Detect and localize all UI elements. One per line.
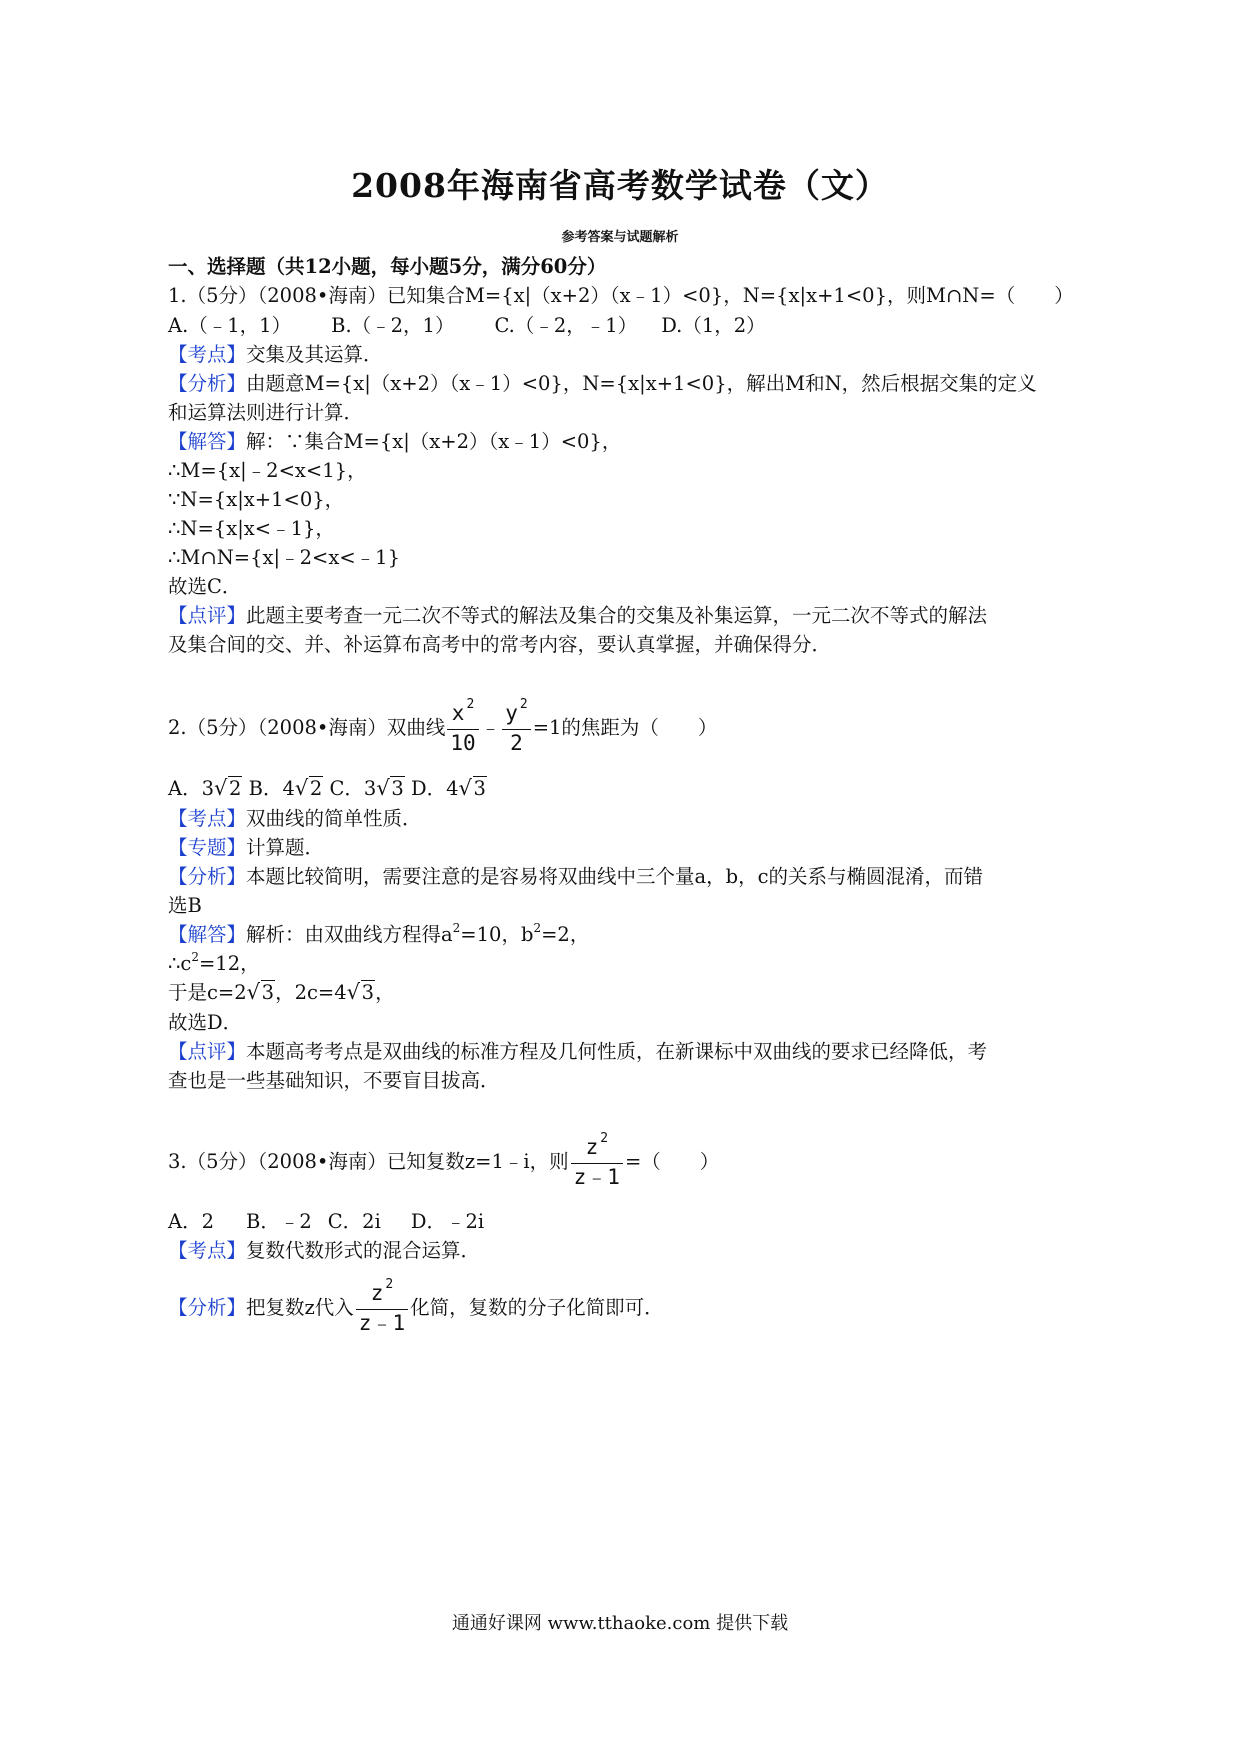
q2-jieda-sup1: 2 <box>452 921 461 935</box>
q2-stem-tail: =1的焦距为（ ） <box>532 716 718 739</box>
q2-fenxi-line2: 选B <box>168 894 202 917</box>
q1-stem: 1.（5分）（2008•海南）已知集合M={x|（x+2）（x﹣1）<0}，N={x|x+1<0}，则M∩N=（ ） <box>168 284 1074 307</box>
q2-step1-sup: 2 <box>191 950 199 964</box>
q2-fraction-x <box>447 697 478 756</box>
q2-fenxi-text: 本题比较简明，需要注意的是容易将双曲线中三个量a，b，c的关系与椭圆混淆，而错 <box>246 865 984 888</box>
q3-frac-num: z <box>585 1135 599 1159</box>
q1-fenxi <box>168 369 1088 399</box>
q2-frac2-den: 2 <box>510 731 523 755</box>
q2-options <box>168 774 1088 804</box>
q1-option-c: C.（﹣2，﹣1） <box>494 314 638 337</box>
q3-fenxi-frac-exp: 2 <box>385 1277 394 1292</box>
q2-kaodian <box>168 804 1088 834</box>
q2-option-b: B．4 <box>248 777 295 800</box>
q2-minus: ﹣ <box>480 716 501 739</box>
q3-options <box>168 1207 1088 1237</box>
q2-option-a-radicand: 2 <box>229 777 242 800</box>
q2-jieda-b: =10，b <box>460 923 534 946</box>
q2-zhuanti-text: 计算题． <box>246 836 325 859</box>
q2-frac1-num: x <box>451 701 465 725</box>
zhuanti-tag: 【专题】 <box>168 836 247 859</box>
q3-kaodian <box>168 1236 1088 1266</box>
q2-option-c: C．3 <box>329 777 377 800</box>
q3-fenxi-frac-den: z﹣1 <box>358 1311 406 1335</box>
q2-option-c-sqrt <box>376 774 404 804</box>
q1-options <box>168 311 1088 341</box>
q1-kaodian-text: 交集及其运算． <box>246 343 383 366</box>
q2-option-b-sqrt <box>295 774 323 804</box>
q3-frac-exp: 2 <box>600 1131 609 1146</box>
q2-frac2-num: y <box>505 701 518 725</box>
q2-zhuanti <box>168 833 1088 863</box>
q3-fraction <box>571 1131 623 1190</box>
q3-option-c: C．2i <box>327 1210 381 1233</box>
q2-fenxi <box>168 862 1088 892</box>
q3-stem <box>168 1132 1088 1192</box>
q1-jieda-text: 解：∵集合M={x|（x+2）（x﹣1）<0}， <box>246 430 622 453</box>
q1-fenxi-line2: 和运算法则进行计算． <box>168 401 364 424</box>
q3-option-b: B．﹣2 <box>246 1210 312 1233</box>
q2-option-d-sqrt <box>459 774 487 804</box>
q2-step1-b: =12， <box>198 952 260 975</box>
q2-step1-a: ∴c <box>168 952 192 975</box>
q2-step2-radicand1: 3 <box>261 981 275 1004</box>
page-subtitle: 参考答案与试题解析 <box>561 230 679 245</box>
q3-stem-text: 3.（5分）（2008•海南）已知复数z=1﹣i，则 <box>168 1150 569 1173</box>
q3-stem-tail: =（ ） <box>624 1150 720 1173</box>
q2-option-a-sqrt <box>214 774 242 804</box>
q3-fenxi-a: 把复数z代入 <box>246 1296 354 1319</box>
q1-dianping-text: 此题主要考查一元二次不等式的解法及集合的交集及补集运算，一元二次不等式的解法 <box>246 604 988 627</box>
fenxi-tag: 【分析】 <box>168 1296 247 1319</box>
q2-option-b-radicand: 2 <box>309 777 323 800</box>
q1-step-1: ∴M={x|﹣2<x<1}， <box>168 459 367 482</box>
q2-frac1-den: 10 <box>450 731 476 755</box>
page-footer: 通通好课网 www.tthaoke.com 提供下载 <box>451 1613 789 1634</box>
q2-step-3: 故选D． <box>168 1011 243 1034</box>
q3-option-d: D．﹣2i <box>410 1210 485 1233</box>
q3-fenxi-b: 化简，复数的分子化简即可． <box>410 1296 664 1319</box>
jieda-tag: 【解答】 <box>168 923 247 946</box>
q1-kaodian <box>168 340 1088 370</box>
kaodian-tag: 【考点】 <box>168 807 247 830</box>
q2-step-1 <box>168 949 1088 981</box>
q1-option-d: D.（1，2） <box>661 314 766 337</box>
page-title: 2008年海南省高考数学试卷（文） <box>351 166 889 205</box>
q2-option-a: A．3 <box>168 777 214 800</box>
q1-option-b: B.（﹣2，1） <box>331 314 455 337</box>
q2-fraction-y <box>502 697 530 756</box>
q2-step2-sqrt2 <box>347 978 375 1008</box>
kaodian-tag: 【考点】 <box>168 343 247 366</box>
q2-step2-radicand2: 3 <box>361 981 375 1004</box>
q1-dianping-line2: 及集合间的交、并、补运算布高考中的常考内容，要认真掌握，并确保得分． <box>168 633 832 656</box>
q3-fenxi-fraction <box>356 1277 408 1336</box>
q2-frac1-exp: 2 <box>466 697 475 712</box>
q2-jieda-c: =2， <box>541 923 590 946</box>
q2-step2-b: ，2c=4 <box>275 981 347 1004</box>
q3-fenxi-frac-num: z <box>370 1281 384 1305</box>
q2-stem-text: 2.（5分）（2008•海南）双曲线 <box>168 716 446 739</box>
q1-step-3: ∴N={x|x<﹣1}， <box>168 517 335 540</box>
q2-dianping-text: 本题高考考点是双曲线的标准方程及几何性质，在新课标中双曲线的要求已经降低，考 <box>246 1040 988 1063</box>
q2-frac2-exp: 2 <box>519 697 528 712</box>
q2-stem <box>168 698 1088 758</box>
q1-option-a: A.（﹣1，1） <box>168 314 292 337</box>
jieda-tag: 【解答】 <box>168 430 247 453</box>
q1-step-2: ∵N={x|x+1<0}， <box>168 488 345 511</box>
q2-option-d: D．4 <box>410 777 459 800</box>
fenxi-tag: 【分析】 <box>168 865 247 888</box>
q2-step2-a: 于是c=2 <box>168 981 247 1004</box>
q3-option-a: A．2 <box>168 1210 214 1233</box>
q3-frac-den: z﹣1 <box>573 1165 620 1189</box>
q2-dianping <box>168 1037 1088 1067</box>
q2-option-c-radicand: 3 <box>391 777 404 800</box>
q2-step2-c: ， <box>375 981 395 1004</box>
dianping-tag: 【点评】 <box>168 1040 247 1063</box>
q3-kaodian-text: 复数代数形式的混合运算． <box>246 1239 481 1262</box>
q2-step-2 <box>168 978 1088 1008</box>
fenxi-tag: 【分析】 <box>168 372 247 395</box>
q3-fenxi <box>168 1278 1088 1338</box>
q2-step2-sqrt1 <box>247 978 275 1008</box>
dianping-tag: 【点评】 <box>168 604 247 627</box>
q1-jieda <box>168 427 1088 457</box>
q2-jieda-a: 解析：由双曲线方程得a <box>246 923 453 946</box>
q1-fenxi-text: 由题意M={x|（x+2）（x﹣1）<0}，N={x|x+1<0}，解出M和N，然后根据交集的定义 <box>246 372 1037 395</box>
section-heading: 一、选择题（共12小题，每小题5分，满分60分） <box>168 255 607 278</box>
kaodian-tag: 【考点】 <box>168 1239 247 1262</box>
q2-dianping-line2: 查也是一些基础知识，不要盲目拔高． <box>168 1069 500 1092</box>
q2-kaodian-text: 双曲线的简单性质． <box>246 807 422 830</box>
q1-step-4: ∴M∩N={x|﹣2<x<﹣1} <box>168 546 400 569</box>
q2-jieda-sup2: 2 <box>533 921 542 935</box>
q2-option-d-radicand: 3 <box>473 777 486 800</box>
q1-step-5: 故选C． <box>168 575 242 598</box>
q2-jieda <box>168 920 1088 952</box>
q1-dianping <box>168 601 1088 631</box>
